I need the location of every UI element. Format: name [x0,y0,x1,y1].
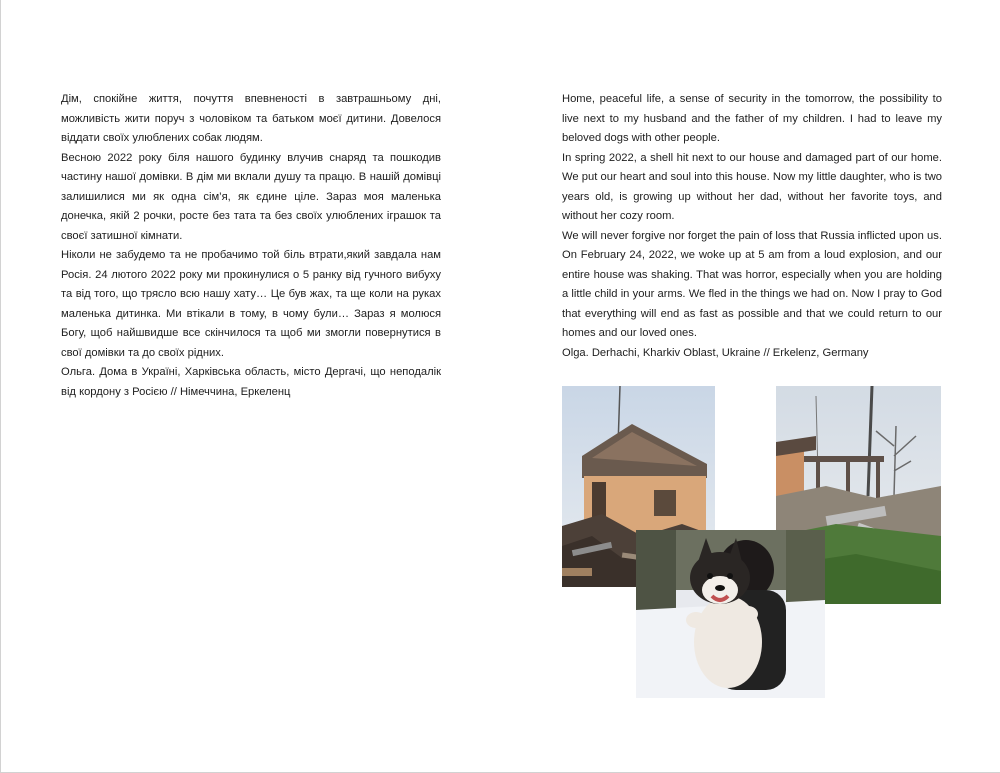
paragraph: Весною 2022 року біля нашого будинку влучив снаряд та пошкодив частину нашої домівки. В дім ми вклали душу та працю. В нашій домівці залишилися ми як одна сім’я, як єдине ціле. Зараз моя маленька донечка, якій 2 рочки, росте без тата та без своїх улюблених іграшок та своєї затишної кімнати. [61,151,441,242]
ukrainian-text-column [61,90,441,402]
dog-in-snow-photo [636,530,825,698]
paragraph: Home, peaceful life, a sense of security in the tomorrow, the possibility to live next to my husband and the father of my children. I had to leave my beloved dogs with other people. [562,93,942,144]
english-text-column [562,90,942,363]
paragraph: Ніколи не забудемо та не пробачимо той біль втрати,який завдала нам Росія. 24 лютого 2022 року ми прокинулися о 5 ранку від гучного вибуху та від того, що трясло всю нашу хату… Це був жах, та ще коли на руках маленька дитинка. Ми втікали в тому, в чому були… Зараз я молюся Богу, щоб найшвидше все скінчилося та щоб ми змогли повернутися в свої домівки та до своїх рідних. [61,249,441,359]
paragraph: Дім, спокійне життя, почуття впевненості в завтрашньому дні, можливість жити поруч з чоловіком та батьком моєї дитини. Довелося віддати своїх улюблених собак людям. [61,93,441,144]
paragraph: We will never forgive nor forget the pain of loss that Russia inflicted upon us. On February 24, 2022, we woke up at 5 am from a loud explosion, and our entire house was shaking. That was horror, especially when you are holding a little child in your arms. We fled in the things we had on. Now I pray to God that everything will end as fast as possible and that we could return to our homes and our loved ones. [562,229,942,339]
signature: Ольга. Дома в Україні, Харківська область, місто Дергачі, що неподалік від кордону з Росією // Німеччина, Еркеленц [61,366,441,398]
paragraph: In spring 2022, a shell hit next to our house and damaged part of our home. We put our heart and soul into this house. Now my little daughter, who is two years old, is growing up without her dad, without her favorite toys, and without her cozy room. [562,151,942,222]
signature: Olga. Derhachi, Kharkiv Oblast, Ukraine // Erkelenz, Germany [562,346,869,359]
